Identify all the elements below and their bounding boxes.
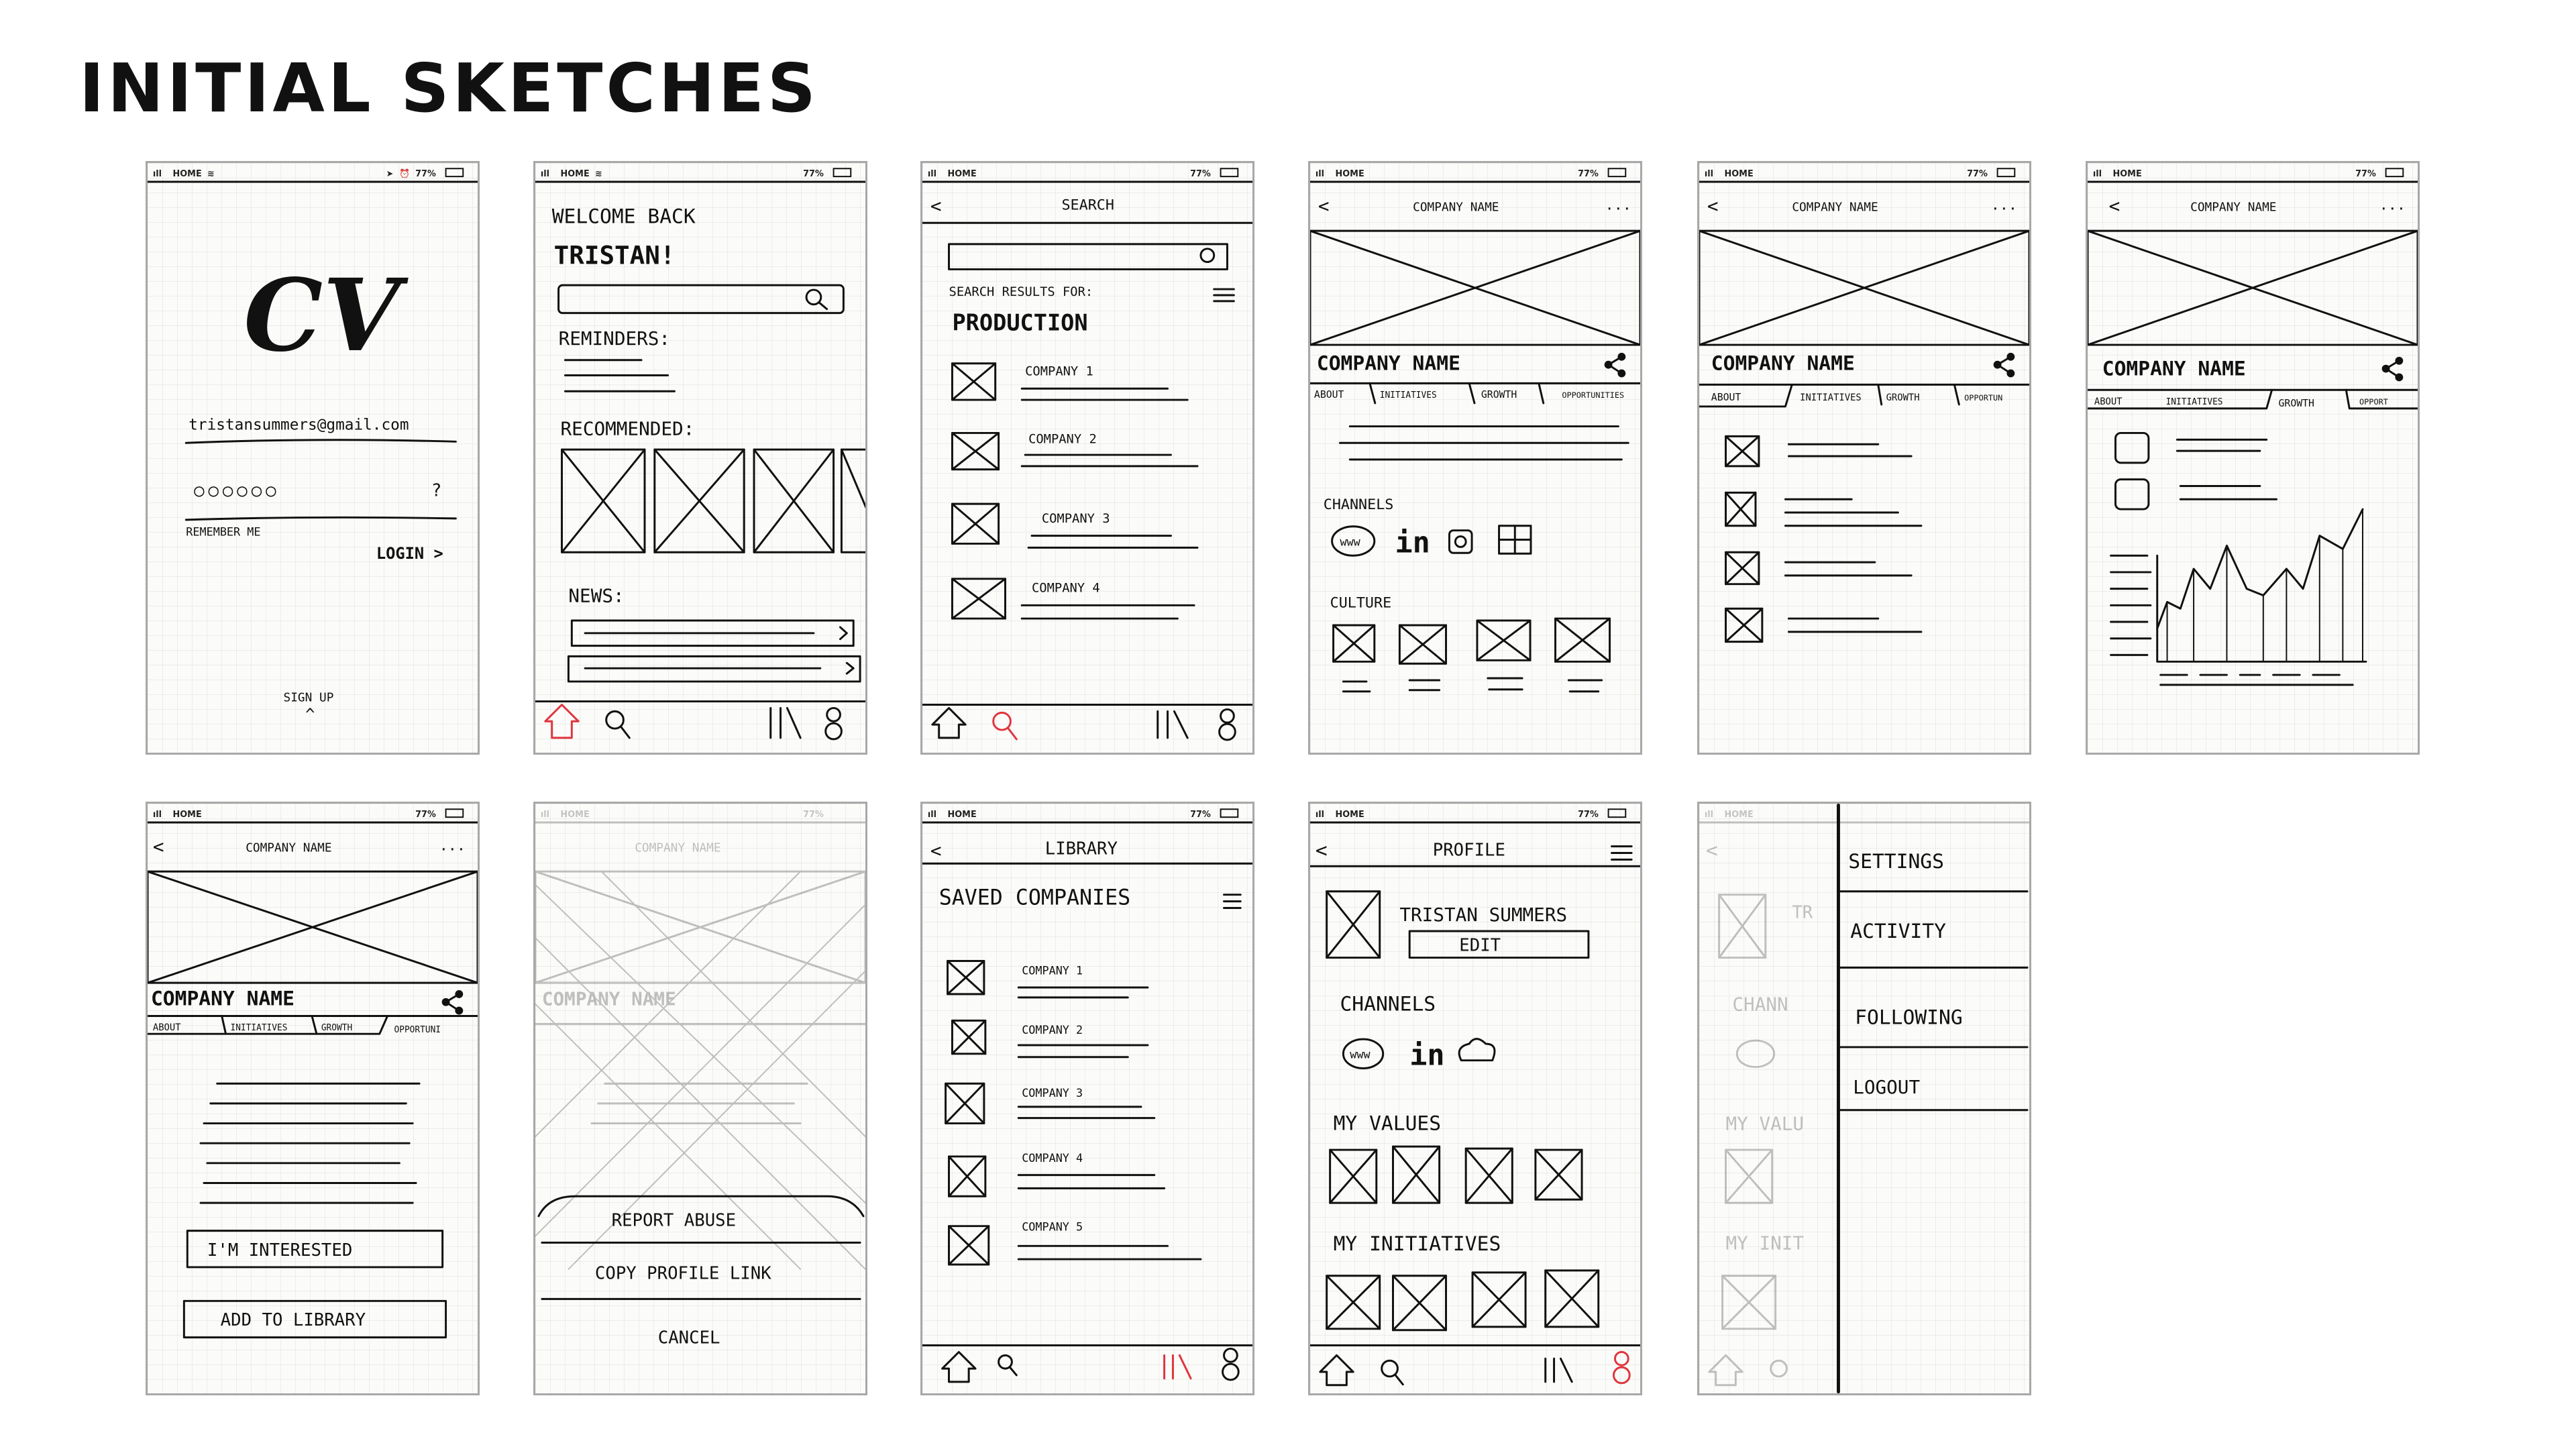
side-menu xyxy=(1838,805,2027,1391)
svg-text:www: www xyxy=(1350,1047,1371,1061)
list-item[interactable] xyxy=(949,1220,1201,1265)
svg-text:HOME: HOME xyxy=(2112,169,2142,180)
svg-text:77%: 77% xyxy=(803,169,824,180)
tab-initiatives: INITIATIVES xyxy=(2165,396,2223,407)
tab-growth: GROWTH xyxy=(1481,389,1517,401)
saved-companies-heading: SAVED COMPANIES xyxy=(938,885,1131,910)
initiative-item[interactable] xyxy=(1726,436,1912,466)
report-abuse-option[interactable]: REPORT ABUSE xyxy=(611,1210,737,1231)
svg-text:COMPANY 4: COMPANY 4 xyxy=(1022,1150,1083,1165)
profile-tab-icon[interactable] xyxy=(1615,1352,1628,1365)
battery-icon xyxy=(1221,168,1238,176)
menu-item-settings[interactable]: SETTINGS xyxy=(1848,849,1944,873)
list-item[interactable] xyxy=(952,364,1187,400)
email-field[interactable] xyxy=(186,440,455,443)
cover-image-placeholder xyxy=(2088,231,2418,345)
svg-text:COMPANY 5: COMPANY 5 xyxy=(1022,1220,1083,1234)
results-label: SEARCH RESULTS FOR: xyxy=(949,284,1093,299)
add-to-library-label: ADD TO LIBRARY xyxy=(220,1309,366,1330)
screen-title: LIBRARY xyxy=(1044,839,1118,859)
svg-text:77%: 77% xyxy=(1578,169,1599,180)
sketch-company-about-screen xyxy=(1308,161,1642,755)
company-name-heading: COMPANY NAME xyxy=(150,986,294,1010)
svg-text:77%: 77% xyxy=(415,810,436,820)
svg-text:<: < xyxy=(1705,838,1718,862)
my-initiatives-label: MY INITIATIVES xyxy=(1333,1232,1501,1256)
back-icon[interactable]: < xyxy=(930,839,942,862)
sketch-settings-menu-screen xyxy=(1697,802,2031,1395)
tab-opportunities: OPPORTUNITIES xyxy=(1562,390,1625,400)
menu-item-following[interactable]: FOLLOWING xyxy=(1855,1005,1963,1029)
growth-stats xyxy=(2115,433,2276,509)
svg-text:ıll: ıll xyxy=(927,810,937,820)
tab-bar[interactable] xyxy=(148,1016,478,1036)
cover-image-placeholder xyxy=(1699,231,2029,345)
screen-title: SEARCH xyxy=(1061,197,1114,214)
my-values-label: MY VALUES xyxy=(1333,1111,1442,1135)
screen-title: COMPANY NAME xyxy=(1792,200,1878,215)
svg-text:COMPANY 1: COMPANY 1 xyxy=(1025,364,1093,379)
app-logo: CV xyxy=(244,256,400,374)
svg-text:MY INIT: MY INIT xyxy=(1725,1232,1805,1254)
list-item[interactable] xyxy=(952,579,1194,619)
chevron-up-icon: ^ xyxy=(305,705,315,724)
filter-icon[interactable] xyxy=(1214,289,1234,301)
svg-text:ıll: ıll xyxy=(2092,169,2102,180)
library-tab-icon[interactable] xyxy=(1165,1355,1191,1379)
cover-image-placeholder xyxy=(148,871,478,983)
sketch-company-growth-screen xyxy=(2086,161,2420,755)
svg-text:ıll: ıll xyxy=(1315,169,1325,180)
sketch-home-screen xyxy=(533,161,867,755)
status-bar xyxy=(1310,168,1640,182)
library-tab-icon[interactable] xyxy=(771,708,800,737)
share-icon[interactable] xyxy=(442,990,464,1015)
sketch-company-initiatives-screen xyxy=(1697,161,2031,755)
tab-growth: GROWTH xyxy=(2278,397,2314,409)
search-input[interactable] xyxy=(559,285,844,313)
recommended-label: RECOMMENDED: xyxy=(560,417,695,440)
svg-text:CHANN: CHANN xyxy=(1732,993,1788,1016)
tab-about: ABOUT xyxy=(1313,389,1344,401)
status-bar xyxy=(922,168,1252,182)
tab-about: ABOUT xyxy=(152,1022,181,1034)
sign-up-link[interactable]: SIGN UP xyxy=(283,690,334,705)
alarm-icon: ⏰ xyxy=(399,169,411,180)
filter-icon[interactable] xyxy=(1224,895,1241,908)
library-tab-icon[interactable] xyxy=(1158,711,1187,738)
initiative-item[interactable] xyxy=(1726,492,1921,525)
svg-text:77%: 77% xyxy=(2355,169,2376,180)
channel-icons[interactable] xyxy=(1332,526,1531,560)
status-bar xyxy=(2088,168,2418,182)
more-icon[interactable]: ... xyxy=(2379,197,2406,214)
email-field-value: tristansummers@gmail.com xyxy=(189,416,409,434)
profile-tab-icon[interactable] xyxy=(1224,1348,1238,1362)
list-item[interactable] xyxy=(949,1151,1165,1196)
battery-icon xyxy=(446,168,464,176)
carrier-label: HOME xyxy=(172,169,202,180)
svg-text:COMPANY 4: COMPANY 4 xyxy=(1032,581,1100,596)
location-icon: ➤ xyxy=(386,169,394,180)
more-icon[interactable]: ... xyxy=(1990,197,2017,214)
search-icon xyxy=(1201,249,1214,262)
list-item[interactable] xyxy=(952,432,1197,470)
tab-opportunities: OPPORTUN xyxy=(1964,393,2003,403)
avatar xyxy=(1327,892,1380,958)
tab-growth: GROWTH xyxy=(321,1023,353,1034)
battery-icon xyxy=(834,168,851,176)
sketch-library-screen xyxy=(920,802,1254,1395)
svg-text:HOME: HOME xyxy=(947,169,977,180)
home-tab-icon[interactable] xyxy=(943,1352,975,1381)
svg-text:ıll: ıll xyxy=(1704,810,1714,820)
initiatives-gallery[interactable] xyxy=(1327,1271,1599,1330)
svg-text:77%: 77% xyxy=(1190,169,1211,180)
share-icon[interactable] xyxy=(2382,357,2404,382)
tab-bar[interactable] xyxy=(2088,390,2418,409)
linkedin-icon: in xyxy=(1395,526,1430,560)
back-icon[interactable]: < xyxy=(2108,195,2121,217)
query-text: PRODUCTION xyxy=(952,309,1088,336)
svg-text:HOME: HOME xyxy=(1335,169,1364,180)
cancel-option[interactable]: CANCEL xyxy=(657,1328,720,1348)
page-title: INITIAL SKETCHES xyxy=(79,49,819,127)
culture-label: CULTURE xyxy=(1330,594,1392,612)
back-icon[interactable]: < xyxy=(930,195,942,217)
home-tab-icon[interactable] xyxy=(932,708,965,737)
share-icon[interactable] xyxy=(1605,353,1626,378)
home-tab-icon[interactable] xyxy=(545,705,578,738)
svg-text:HOME: HOME xyxy=(560,169,590,180)
svg-text:COMPANY 3: COMPANY 3 xyxy=(1041,511,1110,526)
company-name-heading: COMPANY NAME xyxy=(1711,351,1855,375)
menu-item-logout[interactable]: LOGOUT xyxy=(1853,1076,1921,1099)
status-bar xyxy=(922,809,1252,822)
wifi-icon: ≋ xyxy=(594,169,602,180)
tab-opportunities: OPPORTUNI xyxy=(394,1025,441,1036)
interested-button-label: I'M INTERESTED xyxy=(207,1240,353,1261)
more-icon[interactable]: ... xyxy=(439,837,466,855)
svg-text:TR: TR xyxy=(1792,902,1813,923)
svg-text:MY VALU: MY VALU xyxy=(1725,1112,1805,1135)
svg-text:COMPANY NAME: COMPANY NAME xyxy=(541,987,676,1010)
cover-image-placeholder xyxy=(1310,231,1640,345)
sketch-search-screen xyxy=(920,161,1254,755)
svg-text:ıll: ıll xyxy=(152,169,162,180)
tab-growth: GROWTH xyxy=(1886,392,1920,404)
status-bar xyxy=(535,168,865,182)
channels-label: CHANNELS xyxy=(1340,991,1436,1016)
channel-icons[interactable] xyxy=(1343,1039,1495,1073)
password-field[interactable] xyxy=(186,517,455,520)
copy-profile-link-option[interactable]: COPY PROFILE LINK xyxy=(594,1263,771,1284)
svg-text:ıll: ıll xyxy=(540,810,550,820)
welcome-text: WELCOME BACK xyxy=(551,204,696,228)
profile-tab-icon[interactable] xyxy=(1221,709,1234,722)
screen-title: COMPANY NAME xyxy=(246,841,332,855)
screen-title: PROFILE xyxy=(1432,840,1505,861)
company-name-heading: COMPANY NAME xyxy=(2102,356,2246,380)
dimmed-background xyxy=(535,810,865,1269)
svg-text:COMPANY 3: COMPANY 3 xyxy=(1022,1086,1083,1100)
sketch-profile-screen xyxy=(1308,802,1642,1395)
sketch-login-screen xyxy=(146,161,480,755)
back-icon[interactable]: < xyxy=(152,835,164,858)
instagram-icon xyxy=(1449,531,1472,553)
back-icon[interactable]: < xyxy=(1707,195,1719,217)
svg-text:COMPANY NAME: COMPANY NAME xyxy=(635,841,721,855)
user-name-heading: TRISTAN! xyxy=(553,240,676,270)
culture-gallery[interactable] xyxy=(1334,619,1610,692)
login-button[interactable]: LOGIN > xyxy=(376,544,443,564)
library-tab-icon[interactable] xyxy=(1546,1358,1572,1382)
edit-button-label: EDIT xyxy=(1459,935,1501,956)
channels-label: CHANNELS xyxy=(1323,496,1394,514)
growth-chart xyxy=(2111,509,2366,685)
battery-label: 77% xyxy=(415,169,436,180)
profile-tab-icon[interactable] xyxy=(827,708,841,721)
svg-text:ıll: ıll xyxy=(1315,810,1325,820)
reminders-label: REMINDERS: xyxy=(558,327,671,350)
screen-title: COMPANY NAME xyxy=(2190,200,2277,215)
svg-text:COMPANY 1: COMPANY 1 xyxy=(1022,963,1083,977)
more-icon[interactable]: ... xyxy=(1605,197,1631,214)
svg-text:HOME: HOME xyxy=(947,810,977,820)
svg-text:COMPANY 2: COMPANY 2 xyxy=(1022,1023,1083,1037)
status-bar xyxy=(148,168,478,182)
company-name-heading: COMPANY NAME xyxy=(1316,351,1460,375)
tab-initiatives: INITIATIVES xyxy=(1800,392,1862,404)
search-input[interactable] xyxy=(949,244,1228,270)
menu-item-activity[interactable]: ACTIVITY xyxy=(1850,918,1946,943)
sketch-company-action-sheet-screen xyxy=(533,802,867,1395)
tab-bar[interactable] xyxy=(1699,384,2029,407)
tab-bar[interactable] xyxy=(1310,383,1640,403)
recommended-carousel[interactable] xyxy=(562,449,865,552)
svg-text:ıll: ıll xyxy=(927,169,937,180)
tab-initiatives: INITIATIVES xyxy=(1379,390,1437,401)
back-icon[interactable]: < xyxy=(1318,195,1330,217)
linkedin-icon: in xyxy=(1409,1038,1445,1073)
svg-text:77%: 77% xyxy=(1967,169,1988,180)
values-gallery[interactable] xyxy=(1330,1146,1582,1203)
status-bar xyxy=(1310,809,1640,822)
svg-text:77%: 77% xyxy=(1190,810,1211,820)
forgot-password-link[interactable]: ? xyxy=(431,480,442,501)
svg-text:HOME: HOME xyxy=(1724,810,1754,820)
list-item[interactable] xyxy=(946,1083,1155,1123)
tab-opportunities: OPPORT xyxy=(2359,396,2388,407)
svg-text:HOME: HOME xyxy=(1724,169,1754,180)
sketch-company-opportunities-screen xyxy=(146,802,480,1395)
tab-about: ABOUT xyxy=(2094,396,2123,407)
svg-text:HOME: HOME xyxy=(560,810,590,820)
svg-text:ıll: ıll xyxy=(152,810,162,820)
tab-initiatives: INITIATIVES xyxy=(230,1023,288,1034)
share-icon[interactable] xyxy=(1994,353,2015,378)
svg-text:ıll: ıll xyxy=(540,169,550,180)
wifi-icon: ≋ xyxy=(207,169,215,180)
tab-about: ABOUT xyxy=(1711,392,1741,404)
list-item[interactable] xyxy=(952,1020,1147,1057)
back-icon[interactable]: < xyxy=(1315,838,1328,862)
svg-text:HOME: HOME xyxy=(172,810,202,820)
svg-text:77%: 77% xyxy=(1578,810,1599,820)
initiative-item[interactable] xyxy=(1726,608,1921,641)
screen-title: COMPANY NAME xyxy=(1413,200,1499,215)
svg-text:77%: 77% xyxy=(803,810,824,820)
svg-text:ıll: ıll xyxy=(1704,169,1714,180)
status-bar xyxy=(148,809,478,822)
initiative-item[interactable] xyxy=(1726,552,1912,584)
cloud-icon xyxy=(1459,1039,1495,1061)
list-item[interactable] xyxy=(948,961,1148,998)
profile-name: TRISTAN SUMMERS xyxy=(1399,904,1568,926)
svg-text:HOME: HOME xyxy=(1335,810,1364,820)
menu-icon[interactable] xyxy=(1612,847,1632,860)
home-tab-icon[interactable] xyxy=(1320,1355,1353,1385)
svg-text:COMPANY 2: COMPANY 2 xyxy=(1028,432,1097,447)
svg-text:www: www xyxy=(1340,535,1360,549)
remember-me-checkbox[interactable]: REMEMBER ME xyxy=(186,525,261,539)
password-field-value: ○○○○○○ xyxy=(194,480,280,501)
status-bar xyxy=(1699,168,2029,182)
list-item[interactable] xyxy=(952,504,1197,547)
news-label: NEWS: xyxy=(568,584,625,607)
